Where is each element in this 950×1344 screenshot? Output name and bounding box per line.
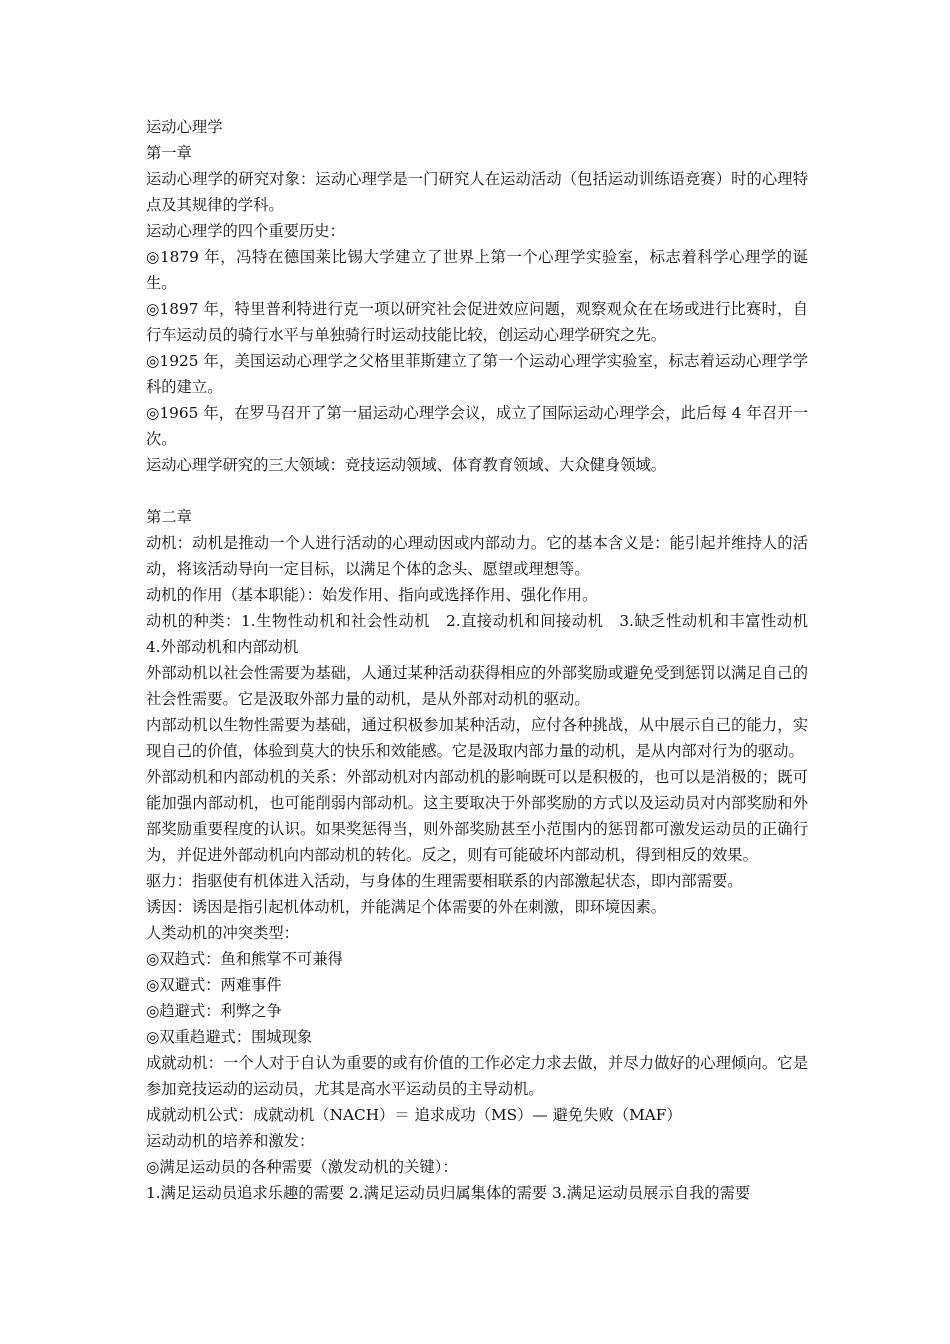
paragraph-cultivation: 运动动机的培养和激发： xyxy=(146,1132,315,1150)
paragraph-internal-motive: 内部动机以生物性需要为基础，通过积极参加某种活动，应付各种挑战，从中展示自己的能力，实现自己的价值，体验到莫大的快乐和效能感。它是汲取内部力量的动机，是从内部对行为的驱动。 xyxy=(146,716,808,760)
paragraph-achievement-motive: 成就动机：一个人对于自认为重要的或有价值的工作必定力求去做，并尽力做好的心理倾向。它是参加竞技运动的运动员，尤其是高水平运动员的主导动机。 xyxy=(146,1054,808,1098)
paragraph-conflict-intro: 人类动机的冲突类型： xyxy=(146,924,299,942)
paragraph-incentive: 诱因：诱因是指引起机体动机，并能满足个体需要的外在刺激，即环境因素。 xyxy=(146,898,667,916)
history-item-1897: ◎1897 年，特里普利特进行克一项以研究社会促进效应问题，观察观众在在场或进行比赛时，自行车运动员的骑行水平与单独骑行时运动技能比较，创运动心理学研究之先。 xyxy=(146,300,808,344)
paragraph-external-motive: 外部动机以社会性需要为基础，人通过某种活动获得相应的外部奖励或避免受到惩罚以满足自己的社会性需要。它是汲取外部力量的动机，是从外部对动机的驱动。 xyxy=(146,664,808,708)
history-item-1879: ◎1879 年，冯特在德国莱比锡大学建立了世界上第一个心理学实验室，标志着科学心理学的诞生。 xyxy=(146,248,808,292)
paragraph-needs-list: 1.满足运动员追求乐趣的需要 2.满足运动员归属集体的需要 3.满足运动员展示自我的需要 xyxy=(146,1184,751,1202)
chapter-1-heading: 第一章 xyxy=(146,144,192,162)
chapter-2-heading: 第二章 xyxy=(146,508,192,526)
paragraph-history-intro: 运动心理学的四个重要历史： xyxy=(146,222,345,240)
conflict-item-double-approach-avoidance: ◎双重趋避式：围城现象 xyxy=(146,1028,313,1046)
paragraph-research-fields: 运动心理学研究的三大领域：竞技运动领域、体育教育领域、大众健身领域。 xyxy=(146,456,667,474)
blank-line xyxy=(146,478,808,504)
conflict-item-approach-approach: ◎双趋式：鱼和熊掌不可兼得 xyxy=(146,950,343,968)
paragraph-drive: 驱力：指驱使有机体进入活动，与身体的生理需要相联系的内部激起状态，即内部需要。 xyxy=(146,872,743,890)
history-item-1925: ◎1925 年，美国运动心理学之父格里菲斯建立了第一个运动心理学实验室，标志着运动心理学学科的建立。 xyxy=(146,352,808,396)
paragraph-achievement-formula: 成就动机公式：成就动机（NACH）＝ 追求成功（MS）— 避免失败（MAF） xyxy=(146,1106,682,1124)
conflict-item-approach-avoidance: ◎趋避式：利弊之争 xyxy=(146,1002,282,1020)
paragraph-motive-function: 动机的作用（基本职能）：始发作用、指向或选择作用、强化作用。 xyxy=(146,586,598,604)
paragraph-motive-relation: 外部动机和内部动机的关系：外部动机对内部动机的影响既可以是积极的，也可以是消极的；既可能加强内部动机，也可能削弱内部动机。这主要取决于外部奖励的方式以及运动员对内部奖励和外部奖励重要程度的认识。如果奖惩得当，则外部奖励甚至小范围内的惩罚都可激发运动员的正确行为，并促进外部动机向内部动机的转化。反之，则有可能破坏内部动机，得到相反的效果。 xyxy=(146,768,808,864)
paragraph-motive-types: 动机的种类：1.生物性动机和社会性动机 2.直接动机和间接动机 3.缺乏性动机和丰富性动机 4.外部动机和内部动机 xyxy=(146,612,824,656)
conflict-item-avoidance-avoidance: ◎双避式：两难事件 xyxy=(146,976,282,994)
document-body xyxy=(146,114,824,1206)
paragraph-needs: ◎满足运动员的各种需要（激发动机的关键）： xyxy=(146,1158,458,1176)
paragraph-motive-definition: 动机：动机是推动一个人进行活动的心理动因或内部动力。它的基本含义是：能引起并维持人的活动，将该活动导向一定目标，以满足个体的念头、愿望或理想等。 xyxy=(146,534,808,578)
paragraph-research-object: 运动心理学的研究对象：运动心理学是一门研究人在运动活动（包括运动训练语竞赛）时的心理特点及其规律的学科。 xyxy=(146,170,808,214)
history-item-1965: ◎1965 年，在罗马召开了第一届运动心理学会议，成立了国际运动心理学会，此后每 4 年召开一次。 xyxy=(146,404,808,448)
document-title: 运动心理学 xyxy=(146,118,223,136)
